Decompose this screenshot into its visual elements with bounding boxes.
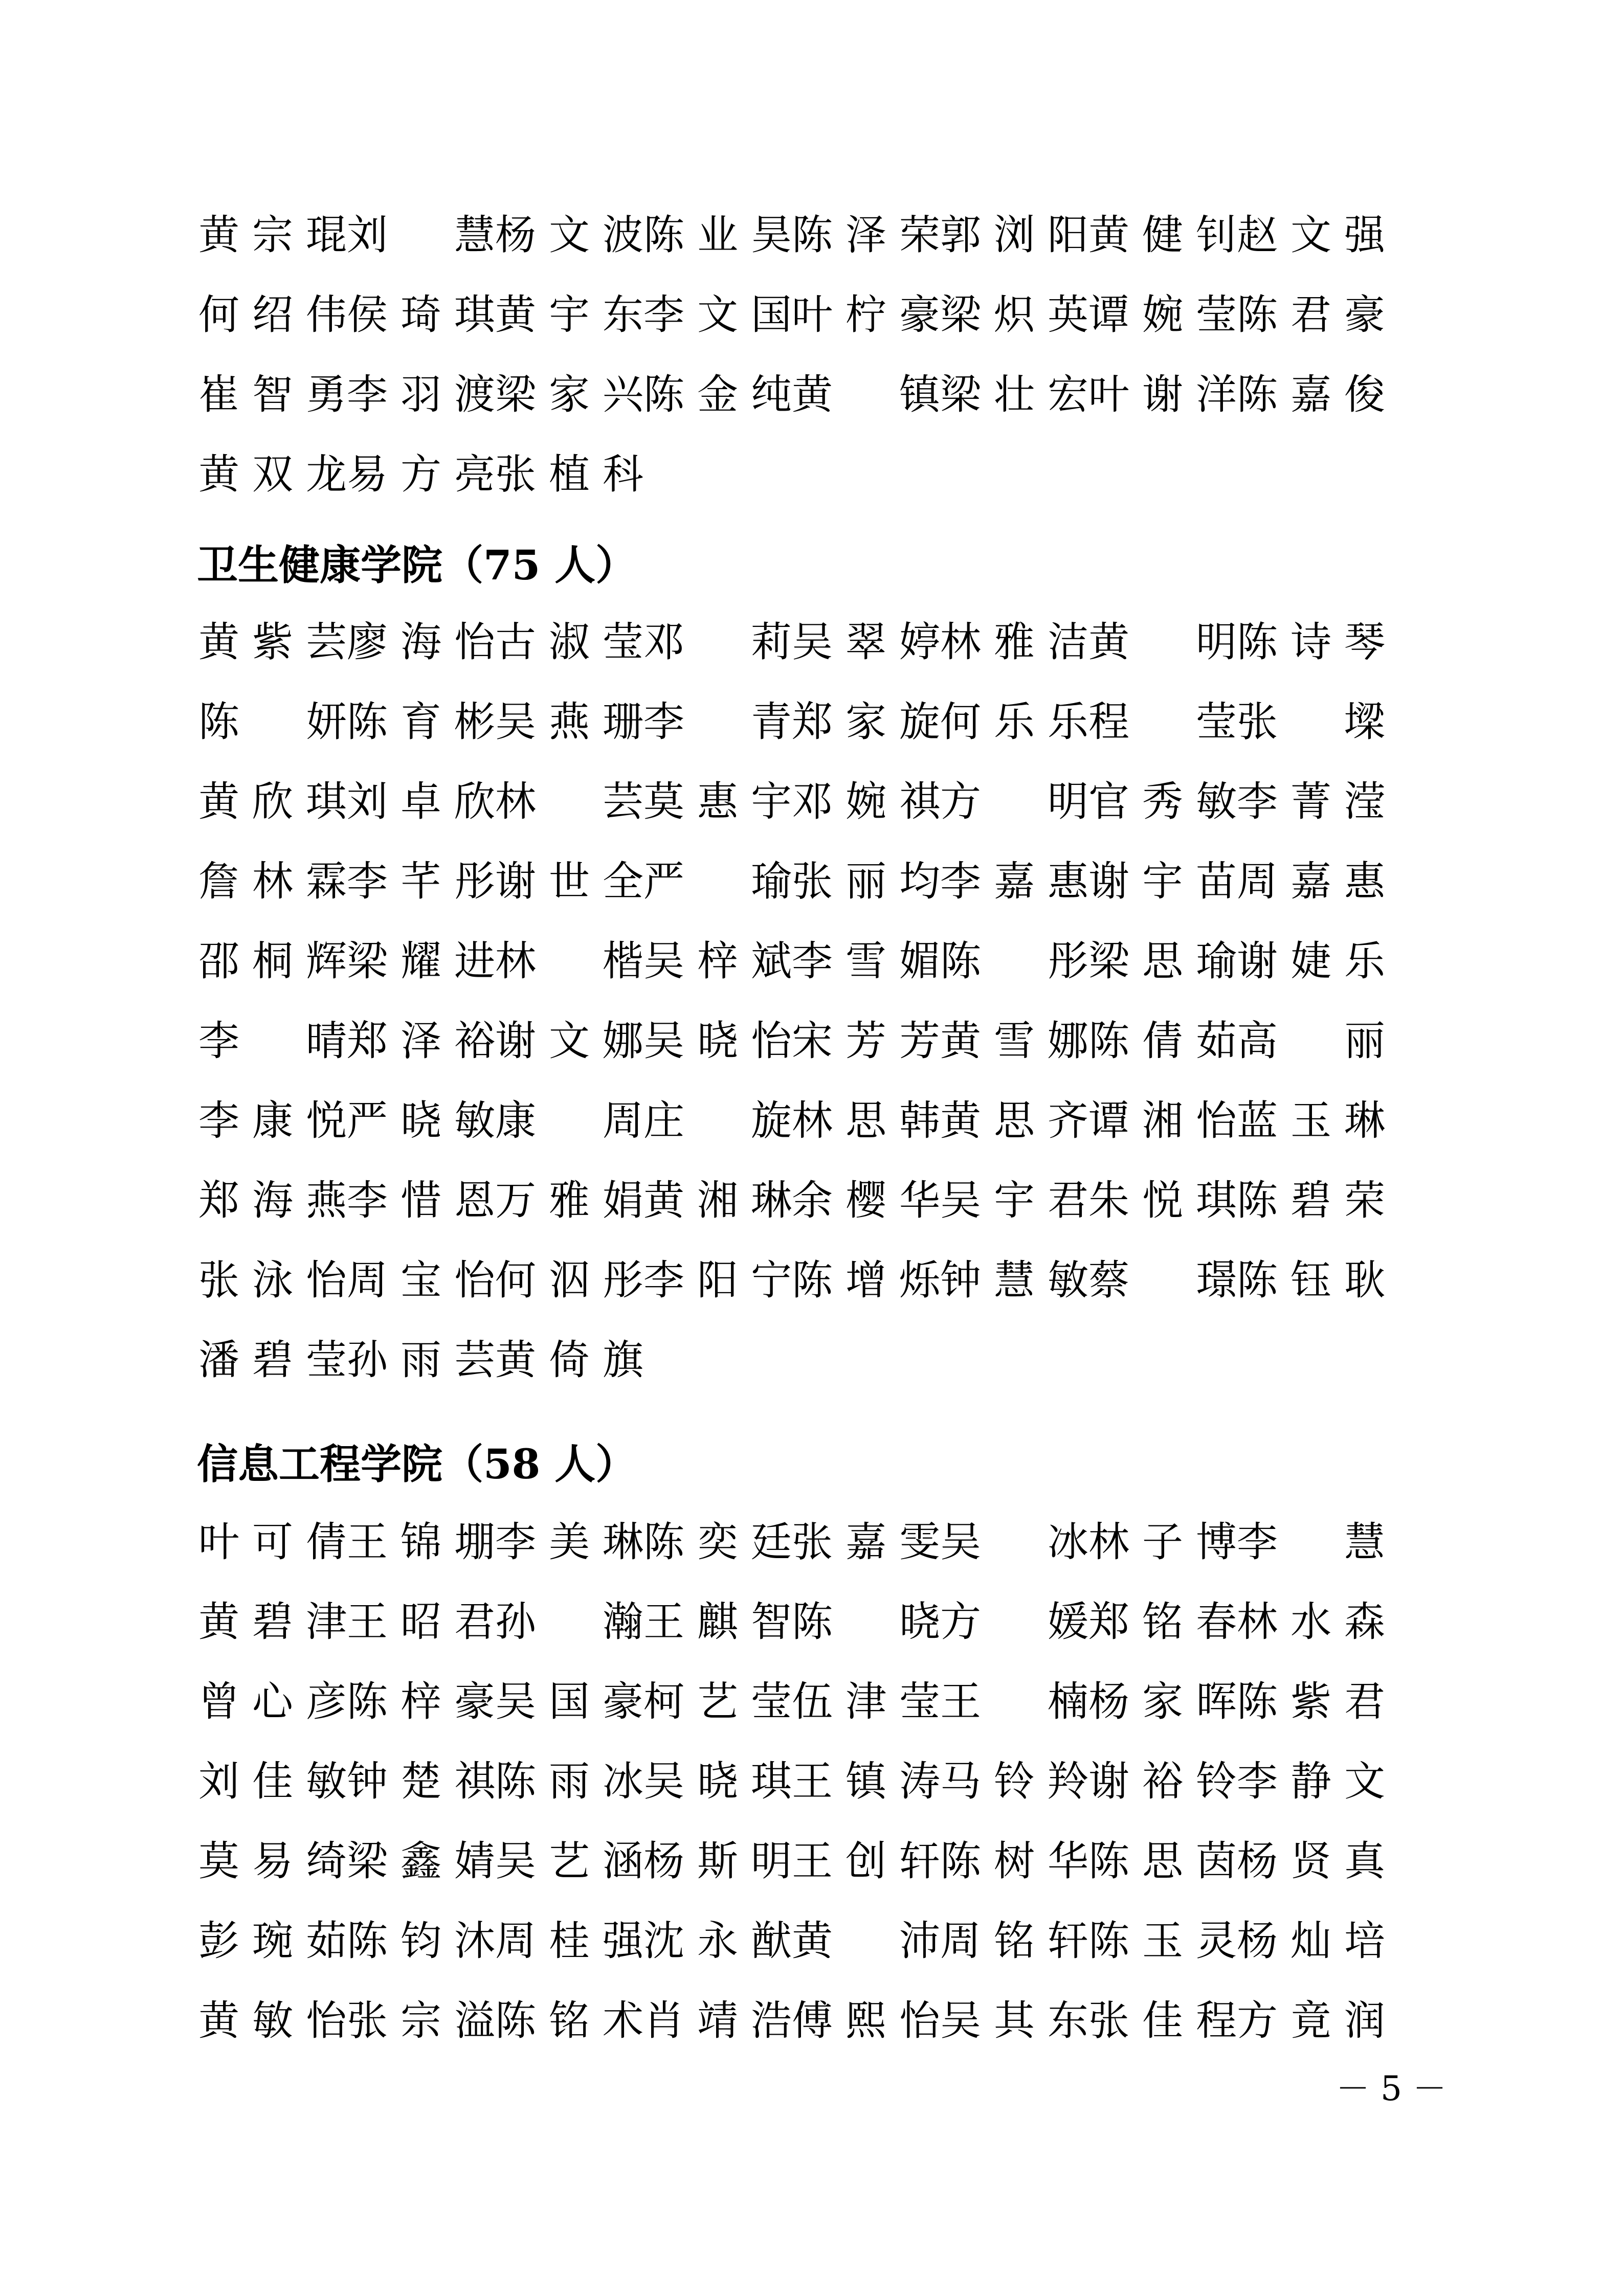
person-name: 杨 文 波 — [495, 211, 643, 259]
person-name: 陈 钰 耿 — [1237, 1256, 1385, 1304]
name-row — [198, 1742, 1385, 1821]
person-name: 古 淑 莹 — [495, 618, 643, 666]
person-name: 梁 壮 宏 — [940, 371, 1088, 418]
person-name: 吴 艺 涵 — [495, 1837, 643, 1885]
person-name: 陈 业 昊 — [643, 211, 792, 259]
person-name: 黄 双 龙 — [198, 451, 347, 498]
person-name: 叶 柠 豪 — [792, 291, 940, 339]
name-list-info-eng — [198, 1502, 1385, 2061]
person-name: 方 竟 润 — [1237, 1997, 1385, 2044]
person-name: 刘 慧 — [347, 211, 495, 259]
person-name: 黄 雪 娜 — [940, 1017, 1088, 1065]
name-row — [198, 1502, 1385, 1582]
person-name: 傅 熙 怡 — [792, 1997, 940, 2044]
person-name: 陈 奕 廷 — [643, 1518, 792, 1566]
name-row — [198, 602, 1385, 682]
person-name: 王 昭 君 — [347, 1598, 495, 1646]
person-name: 黄 紫 芸 — [198, 618, 347, 666]
person-name: 郑 泽 裕 — [347, 1017, 495, 1065]
person-name: 王 锦 堋 — [347, 1518, 495, 1566]
person-name: 杨 家 晖 — [1088, 1678, 1237, 1725]
person-name: 李 嘉 惠 — [940, 858, 1088, 905]
person-name: 伍 津 莹 — [792, 1678, 940, 1725]
person-name: 李 阳 宁 — [643, 1256, 792, 1304]
person-name: 吴 冰 — [940, 1518, 1088, 1566]
person-name: 周 嘉 惠 — [1237, 858, 1385, 905]
person-name: 王 麒 智 — [643, 1598, 792, 1646]
person-name: 彭 琬 茹 — [198, 1917, 347, 1965]
person-name: 林 思 韩 — [792, 1097, 940, 1144]
person-name: 谢 裕 铃 — [1088, 1758, 1237, 1805]
person-name: 张 宗 溢 — [347, 1997, 495, 2044]
person-name: 周 宝 怡 — [347, 1256, 495, 1304]
person-name: 黄 碧 津 — [198, 1598, 347, 1646]
person-name: 张 嘉 雯 — [792, 1518, 940, 1566]
person-name: 张 佳 程 — [1088, 1997, 1237, 2044]
name-row — [198, 1582, 1385, 1662]
person-name: 易 方 亮 — [347, 451, 495, 498]
person-name: 林 雅 洁 — [940, 618, 1088, 666]
name-row — [198, 921, 1385, 1001]
person-name: 林 水 森 — [1237, 1598, 1385, 1646]
name-row — [198, 1901, 1385, 1981]
person-name: 刘 卓 欣 — [347, 778, 495, 825]
person-name: 吴 晓 怡 — [643, 1017, 792, 1065]
person-name: 李 晴 — [198, 1017, 347, 1065]
person-name: 黄 湘 琳 — [643, 1177, 792, 1224]
person-name: 李 羽 渡 — [347, 371, 495, 418]
person-name: 高 丽 — [1237, 1017, 1385, 1065]
person-name: 郑 铭 春 — [1088, 1598, 1237, 1646]
person-name: 叶 可 倩 — [198, 1518, 347, 1566]
name-row — [198, 762, 1385, 842]
name-row — [198, 1821, 1385, 1901]
person-name: 黄 欣 琪 — [198, 778, 347, 825]
person-name: 程 莹 — [1088, 698, 1237, 746]
person-name: 谢 婕 乐 — [1237, 937, 1385, 985]
person-name: 梁 炽 英 — [940, 291, 1088, 339]
person-name: 梁 思 瑜 — [1088, 937, 1237, 985]
person-name: 王 楠 — [940, 1678, 1088, 1725]
person-name: 张 泳 怡 — [198, 1256, 347, 1304]
person-name: 孙 雨 芸 — [347, 1336, 495, 1384]
person-name: 李 菁 滢 — [1237, 778, 1385, 825]
person-name: 叶 谢 洋 — [1088, 371, 1237, 418]
person-name: 孙 瀚 — [495, 1598, 643, 1646]
person-name: 潘 碧 莹 — [198, 1336, 347, 1384]
person-name: 蔡 璟 — [1088, 1256, 1237, 1304]
person-name: 莫 易 绮 — [198, 1837, 347, 1885]
person-name: 李 文 国 — [643, 291, 792, 339]
person-name: 周 铭 轩 — [940, 1917, 1088, 1965]
person-name: 邓 莉 — [643, 618, 792, 666]
person-name: 官 秀 敏 — [1088, 778, 1237, 825]
person-name: 邓 婉 祺 — [792, 778, 940, 825]
page-number: － 5 － — [1336, 2069, 1447, 2108]
person-name: 陈 紫 君 — [1237, 1678, 1385, 1725]
person-name: 莫 惠 宇 — [643, 778, 792, 825]
person-name: 吴 其 东 — [940, 1997, 1088, 2044]
name-row — [198, 1161, 1385, 1241]
person-name: 吴 梓 斌 — [643, 937, 792, 985]
person-name: 陈 诗 琴 — [1237, 618, 1385, 666]
person-name: 林 楷 — [495, 937, 643, 985]
name-list-health — [198, 602, 1385, 1400]
person-name: 吴 燕 珊 — [495, 698, 643, 746]
person-name: 谭 湘 怡 — [1088, 1097, 1237, 1144]
person-name: 吴 晓 琪 — [643, 1758, 792, 1805]
person-name: 杨 斯 明 — [643, 1837, 792, 1885]
name-row — [198, 1081, 1385, 1161]
name-row — [198, 1662, 1385, 1742]
person-name: 张 墚 — [1237, 698, 1385, 746]
person-name: 黄 明 — [1088, 618, 1237, 666]
person-name: 梁 家 兴 — [495, 371, 643, 418]
person-name: 陈 泽 荣 — [792, 211, 940, 259]
person-name: 钟 楚 祺 — [347, 1758, 495, 1805]
person-name: 郑 家 旋 — [792, 698, 940, 746]
person-name: 李 美 琳 — [495, 1518, 643, 1566]
person-name: 陈 晓 — [792, 1598, 940, 1646]
person-name: 陈 妍 — [198, 698, 347, 746]
person-name: 邵 桐 辉 — [198, 937, 347, 985]
person-name: 李 惜 恩 — [347, 1177, 495, 1224]
name-row — [198, 682, 1385, 762]
person-name: 陈 雨 冰 — [495, 1758, 643, 1805]
name-row — [198, 355, 1385, 435]
person-name: 何 乐 乐 — [940, 698, 1088, 746]
person-name: 谢 文 娜 — [495, 1017, 643, 1065]
person-name: 陈 思 茵 — [1088, 1837, 1237, 1885]
person-name: 黄 宇 东 — [495, 291, 643, 339]
person-name: 刘 佳 敏 — [198, 1758, 347, 1805]
person-name: 黄 思 齐 — [940, 1097, 1088, 1144]
person-name: 黄 健 钊 — [1088, 211, 1237, 259]
person-name: 谢 世 全 — [495, 858, 643, 905]
person-name: 梁 耀 进 — [347, 937, 495, 985]
person-name: 黄 倚 旗 — [495, 1336, 643, 1384]
person-name: 杨 贤 真 — [1237, 1837, 1385, 1885]
person-name: 王 创 轩 — [792, 1837, 940, 1885]
person-name: 李 康 悦 — [198, 1097, 347, 1144]
name-row — [198, 1320, 1375, 1400]
person-name: 陈 君 豪 — [1237, 291, 1385, 339]
person-name: 方 媛 — [940, 1598, 1088, 1646]
name-list-continued — [198, 195, 1385, 514]
person-name: 陈 钧 沐 — [347, 1917, 495, 1965]
person-name: 周 桂 强 — [495, 1917, 643, 1965]
person-name: 严 瑜 — [643, 858, 792, 905]
person-name: 谭 婉 莹 — [1088, 291, 1237, 339]
person-name: 吴 国 豪 — [495, 1678, 643, 1725]
person-name: 黄 敏 怡 — [198, 1997, 347, 2044]
person-name: 陈 金 纯 — [643, 371, 792, 418]
person-name: 余 樱 华 — [792, 1177, 940, 1224]
person-name: 黄 沛 — [792, 1917, 940, 1965]
person-name: 林 子 博 — [1088, 1518, 1237, 1566]
person-name: 侯 琦 琪 — [347, 291, 495, 339]
person-name: 庄 旋 — [643, 1097, 792, 1144]
person-name: 柯 艺 莹 — [643, 1678, 792, 1725]
name-row — [198, 842, 1385, 921]
person-name: 吴 翠 婷 — [792, 618, 940, 666]
name-row — [198, 275, 1385, 355]
person-name: 蓝 玉 琳 — [1237, 1097, 1385, 1144]
person-name: 陈 彤 — [940, 937, 1088, 985]
person-name: 陈 倩 茹 — [1088, 1017, 1237, 1065]
section-heading-health: 卫生健康学院（75 人） — [197, 541, 637, 589]
name-row — [198, 1981, 1385, 2061]
person-name: 康 周 — [495, 1097, 643, 1144]
person-name: 方 明 — [940, 778, 1088, 825]
person-name: 李 静 文 — [1237, 1758, 1385, 1805]
person-name: 陈 梓 豪 — [347, 1678, 495, 1725]
person-name: 李 慧 — [1237, 1518, 1385, 1566]
name-row — [198, 1001, 1385, 1081]
person-name: 谢 宇 苗 — [1088, 858, 1237, 905]
person-name: 张 植 科 — [495, 451, 643, 498]
person-name: 肖 靖 浩 — [643, 1997, 792, 2044]
person-name: 王 镇 涛 — [792, 1758, 940, 1805]
section-heading-info-eng: 信息工程学院（58 人） — [197, 1440, 637, 1488]
person-name: 梁 鑫 婧 — [347, 1837, 495, 1885]
person-name: 钟 慧 敏 — [940, 1256, 1088, 1304]
person-name: 郑 海 燕 — [198, 1177, 347, 1224]
person-name: 何 绍 伟 — [198, 291, 347, 339]
person-name: 廖 海 怡 — [347, 618, 495, 666]
person-name: 陈 玉 灵 — [1088, 1917, 1237, 1965]
person-name: 张 丽 均 — [792, 858, 940, 905]
person-name: 黄 镇 — [792, 371, 940, 418]
person-name: 陈 嘉 俊 — [1237, 371, 1385, 418]
person-name: 朱 悦 琪 — [1088, 1177, 1237, 1224]
person-name: 吴 宇 君 — [940, 1177, 1088, 1224]
person-name: 崔 智 勇 — [198, 371, 347, 418]
person-name: 宋 芳 芳 — [792, 1017, 940, 1065]
name-row — [198, 195, 1385, 275]
name-row — [198, 1241, 1385, 1320]
person-name: 林 芸 — [495, 778, 643, 825]
person-name: 曾 心 彦 — [198, 1678, 347, 1725]
person-name: 陈 铭 术 — [495, 1997, 643, 2044]
person-name: 陈 碧 荣 — [1237, 1177, 1385, 1224]
person-name: 詹 林 霖 — [198, 858, 347, 905]
person-name: 陈 树 华 — [940, 1837, 1088, 1885]
name-row — [198, 435, 1375, 514]
person-name: 李 芊 彤 — [347, 858, 495, 905]
person-name: 陈 育 彬 — [347, 698, 495, 746]
person-name: 李 雪 媚 — [792, 937, 940, 985]
person-name: 何 泅 彤 — [495, 1256, 643, 1304]
person-name: 赵 文 强 — [1237, 211, 1385, 259]
person-name: 马 铃 羚 — [940, 1758, 1088, 1805]
person-name: 沈 永 猷 — [643, 1917, 792, 1965]
person-name: 严 晓 敏 — [347, 1097, 495, 1144]
person-name: 陈 增 烁 — [792, 1256, 940, 1304]
person-name: 杨 灿 培 — [1237, 1917, 1385, 1965]
person-name: 李 青 — [643, 698, 792, 746]
person-name: 万 雅 娟 — [495, 1177, 643, 1224]
person-name: 郭 浏 阳 — [940, 211, 1088, 259]
person-name: 黄 宗 琨 — [198, 211, 347, 259]
